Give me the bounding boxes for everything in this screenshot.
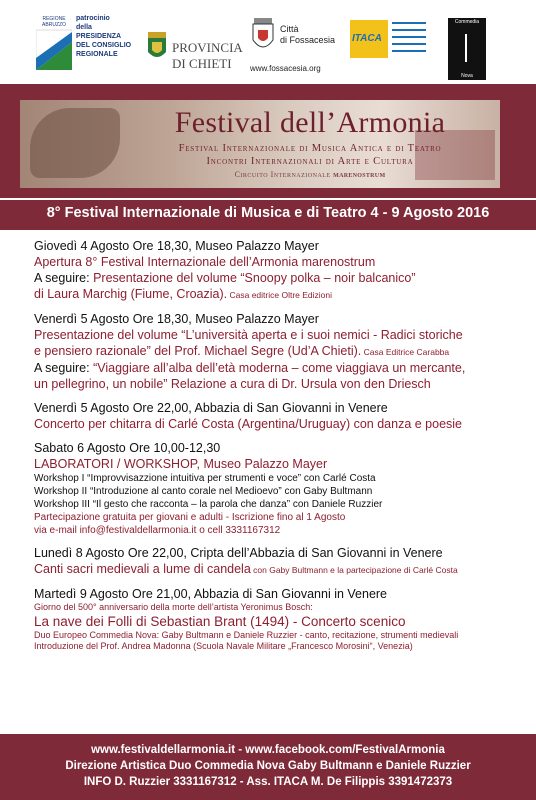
fossacesia-name: Città di Fossacesia (280, 24, 336, 45)
festival-headline: 8° Festival Internazionale di Musica e di Teatro 4 - 9 Agosto 2016 (0, 200, 536, 230)
event-3 (34, 400, 524, 432)
festival-circuit: Circuito Internazionale marenostrum (234, 170, 386, 179)
event-6 (34, 586, 524, 652)
event-5-heading: Lunedì 8 Agosto Ore 22,00, Cripta dell’Abbazia di San Giovanni in Venere (34, 546, 443, 560)
footer-direction: Direzione Artistica Duo Commedia Nova Gaby Bultmann e Daniele Ruzzier (65, 760, 471, 772)
workshop-1: Workshop I “Improvvisazzione intuitiva per strumenti e voce” con Carlé Costa (34, 473, 376, 484)
event-1 (34, 238, 524, 303)
event-4-heading: Sabato 6 Agosto Ore 10,00-12,30 (34, 441, 221, 455)
event-2-line3: A seguire: “Viaggiare all’alba dell’età moderna – come viaggiava un mercante, (34, 361, 466, 375)
event-2 (34, 311, 524, 392)
event-3-line1: Concerto per chitarra di Carlé Costa (Argentina/Uruguay) con danza e poesie (34, 417, 463, 431)
fossacesia-url: www.fossacesia.org (250, 64, 321, 73)
citta-fossacesia-logo (250, 18, 360, 78)
event-4-line1: LABORATORI / WORKSHOP, Museo Palazzo Mayer (34, 457, 328, 471)
event-4 (34, 440, 524, 537)
banner-photo-figure (30, 108, 120, 178)
program-list (34, 238, 524, 660)
provincia-crest-icon (146, 30, 168, 62)
event-2-line1: Presentazione del volume “L’università aperta e i suoi nemici - Radici storiche (34, 328, 463, 342)
event-2-line2: e pensiero razionale” del Prof. Michael Segre (Ud’A Chieti). Casa Editrice Carabba (34, 344, 450, 358)
event-3-heading: Venerdì 5 Agosto Ore 22,00, Abbazia di San Giovanni in Venere (34, 401, 388, 415)
event-2-line4: un pellegrino, un nobile” Relazione a cura di Dr. Ursula von den Driesch (34, 377, 431, 391)
event-2-heading: Venerdì 5 Agosto Ore 18,30, Museo Palazzo Mayer (34, 312, 319, 326)
provincia-name: PROVINCIA DI CHIETI (172, 40, 243, 71)
commedia-top: Commedia (454, 19, 480, 25)
event-6-performers: Duo Europeo Commedia Nova: Gaby Bultmann e Daniele Ruzzier - canto, recitazione, strumenti medievali (34, 630, 459, 640)
event-1-title: Apertura 8° Festival Internazionale dell’Armonia marenostrum (34, 255, 376, 269)
footer-websites: www.festivaldellarmonia.it - www.facebook.com/FestivalArmonia (91, 744, 445, 756)
event-1-line2: A seguire: Presentazione del volume “Snoopy polka – noir balcanico” (34, 271, 416, 285)
festival-subtitle: Festival Internazionale di Musica Antica e di Teatro Incontri Internazionali di Arte e Cultura (178, 143, 442, 167)
event-6-title: La nave dei Folli di Sebastian Brant (1494) - Concerto scenico (34, 614, 406, 629)
event-6-heading: Martedì 9 Agosto Ore 21,00, Abbazia di San Giovanni in Venere (34, 587, 388, 601)
commedia-bottom: Nova (461, 73, 473, 79)
event-1-heading: Giovedì 4 Agosto Ore 18,30, Museo Palazzo Mayer (34, 239, 319, 253)
commedia-nova-logo (448, 18, 486, 80)
workshop-2: Workshop II “Introduzione al canto corale nel Medioevo” con Gaby Bultmann (34, 486, 373, 497)
itaca-logo (350, 20, 430, 75)
event-6-anniversary: Giorno del 500° anniversario della morte dell’artista Yeronimus Bosch: (34, 602, 313, 612)
footer (0, 734, 536, 800)
event-4-participation: Partecipazione gratuita per giovani e adulti - Iscrizione fino al 1 Agosto (34, 512, 346, 523)
abruzzo-small-label: REGIONE ABRUZZO (42, 16, 66, 28)
event-5-line1: Canti sacri medievali a lume di candela con Gaby Bultmann e la partecipazione di Carlé Costa (34, 562, 458, 576)
itaca-label: ITACA (352, 33, 382, 44)
workshop-3: Workshop III “Il gesto che racconta – la parola che danza” con Daniele Ruzzier (34, 499, 383, 510)
event-6-intro: Introduzione del Prof. Andrea Madonna (Scuola Navale Militare „Francesco Morosini“, Venezia) (34, 641, 413, 651)
footer-info: INFO D. Ruzzier 3331167312 - Ass. ITACA M. De Filippis 3391472373 (83, 776, 453, 788)
commedia-figure-icon (465, 34, 467, 62)
event-1-line3: di Laura Marchig (Fiume, Croazia). Casa editrice Oltre Edizioni (34, 287, 333, 301)
event-4-contact: via e-mail info@festivaldellarmonia.it o cell 3331167312 (34, 525, 281, 536)
regione-abruzzo-logo (36, 14, 156, 76)
festival-title: Festival dell’Armonia (174, 106, 446, 139)
abruzzo-text: patrocinio della PRESIDENZA DEL CONSIGLIO REGIONALE (76, 15, 132, 58)
abruzzo-flag-icon (36, 24, 72, 70)
provincia-chieti-logo (146, 30, 246, 70)
event-5 (34, 545, 524, 578)
itaca-lines (392, 22, 426, 57)
sponsor-bar (0, 0, 536, 82)
fossacesia-crest-icon (250, 18, 276, 54)
